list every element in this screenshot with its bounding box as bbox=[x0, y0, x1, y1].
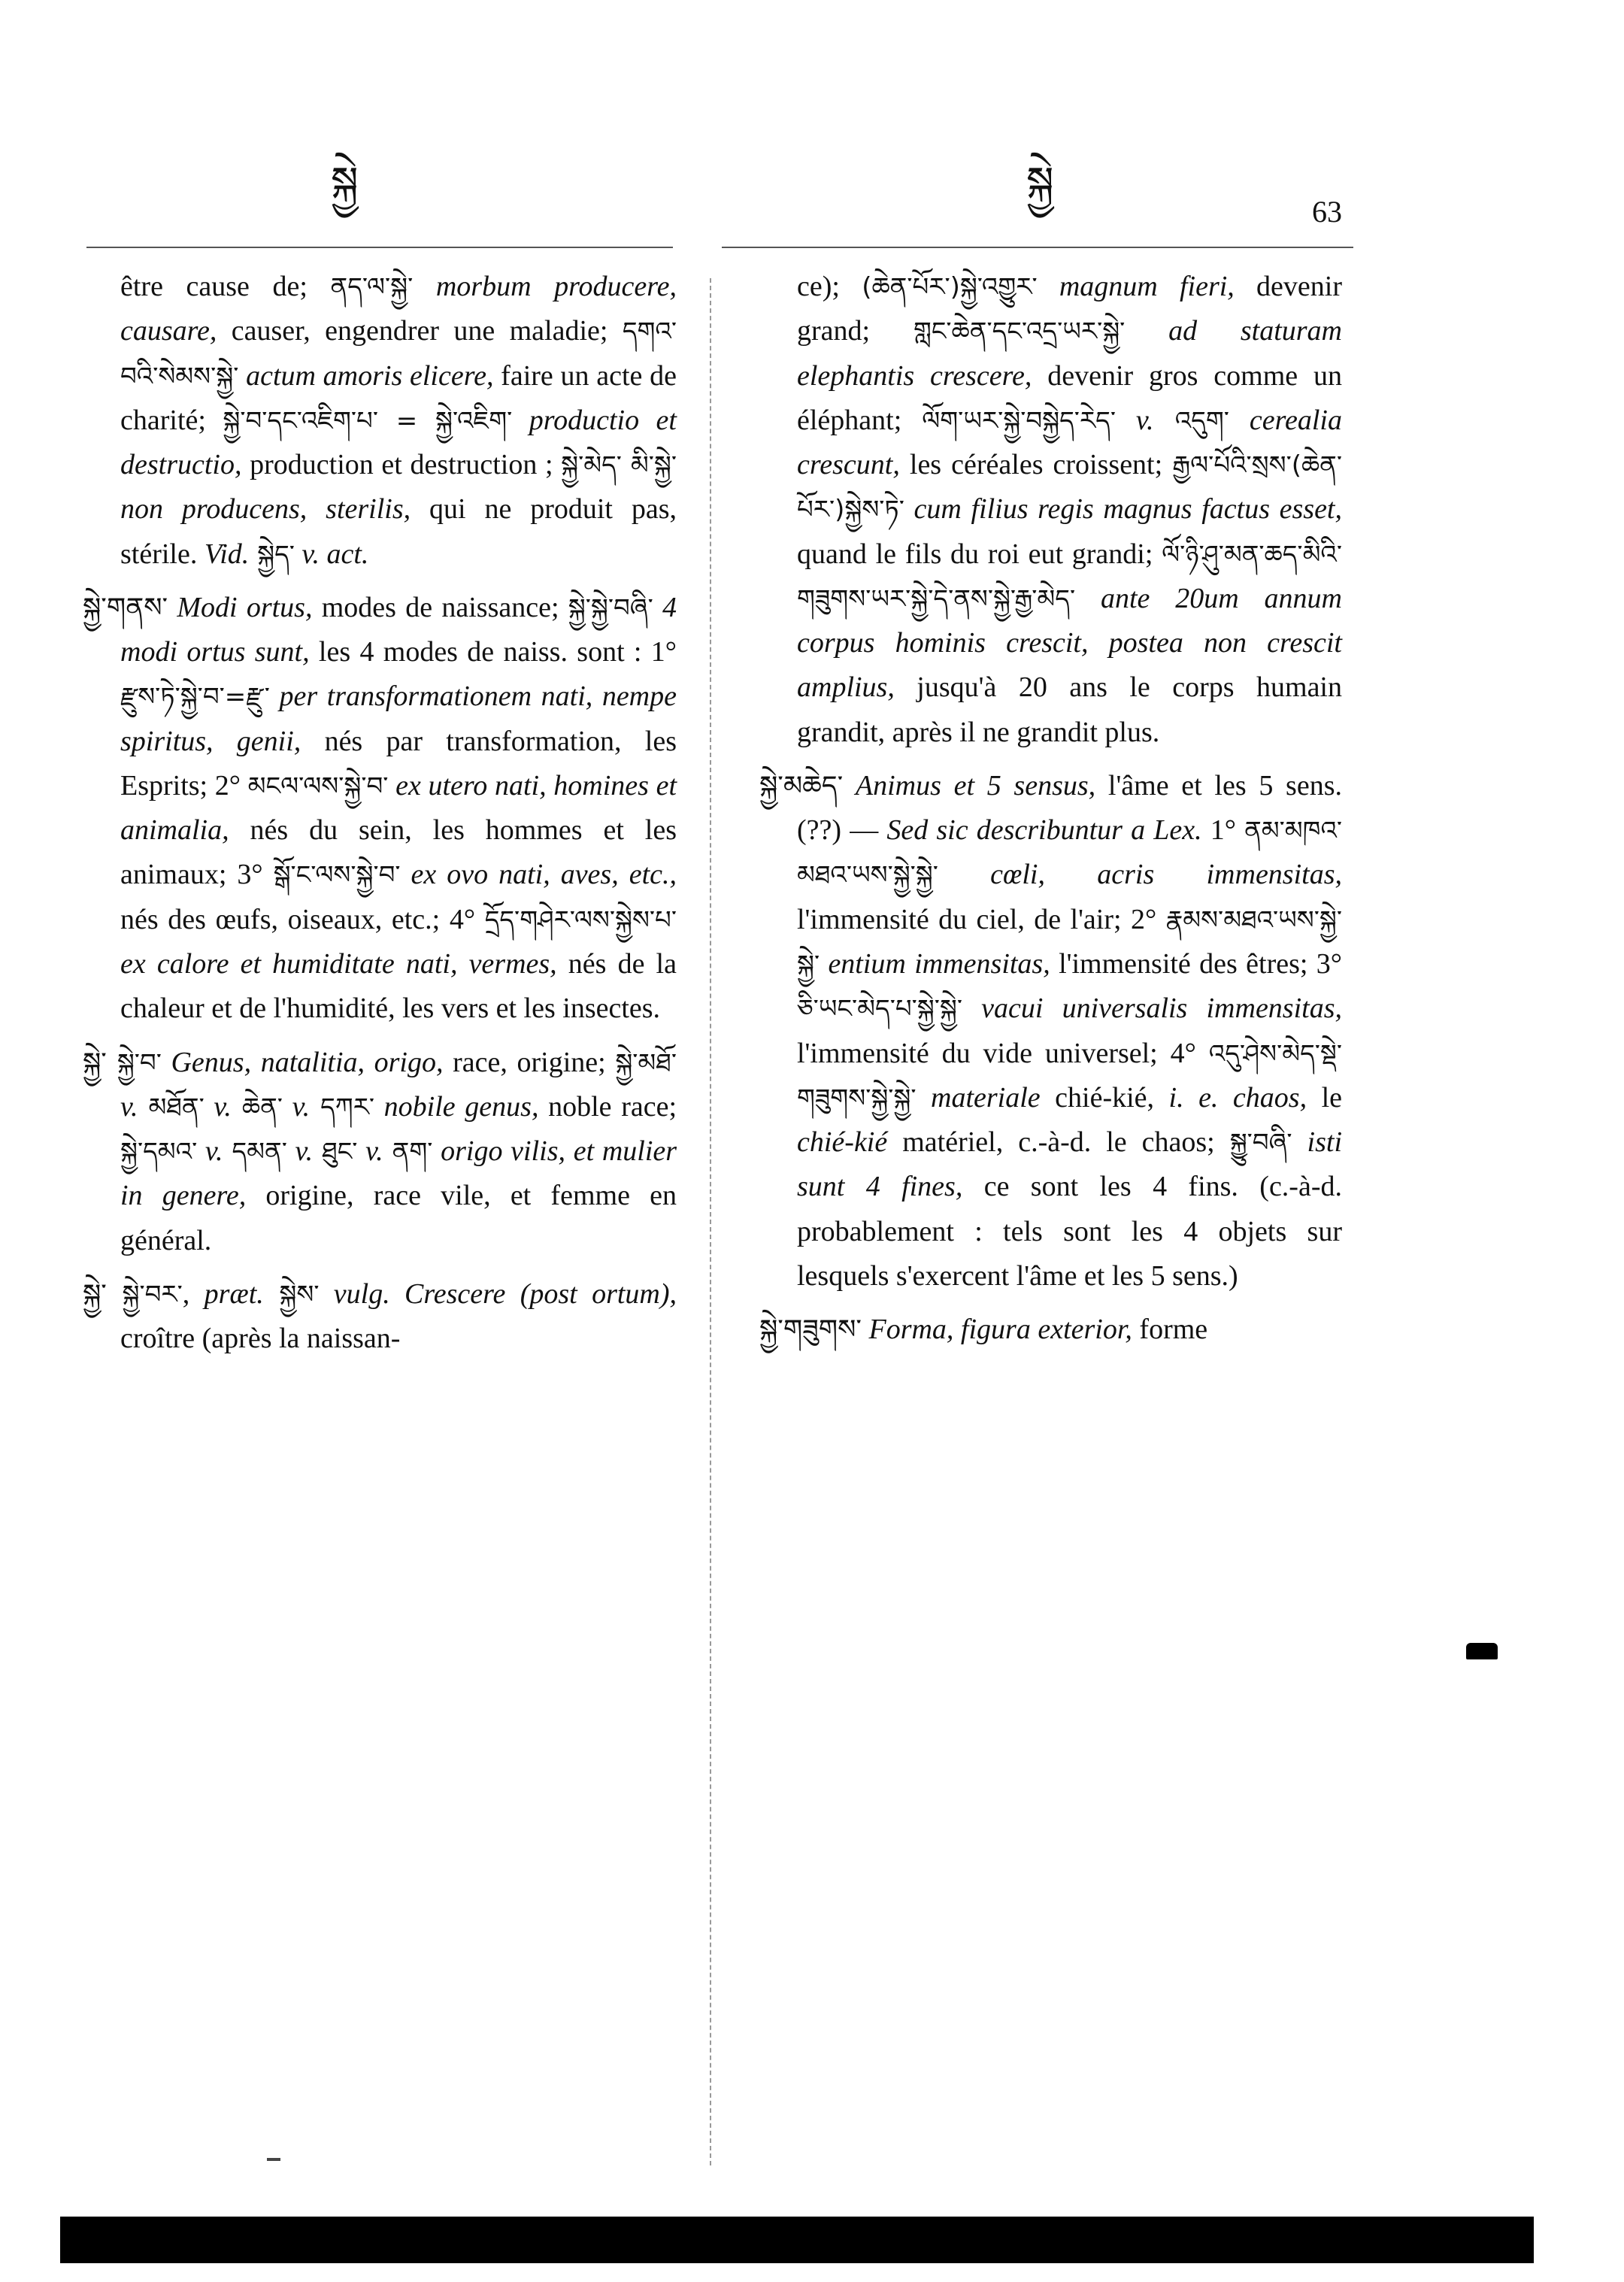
latin-gloss: nobile genus, bbox=[374, 1090, 539, 1123]
dictionary-entry bbox=[83, 586, 677, 1032]
tibetan-text: སྐྱུ་བཞི་ bbox=[1229, 1128, 1292, 1159]
french-gloss: nés de la chaleur et de l'humidité, les vers et les insectes. bbox=[120, 947, 677, 1025]
tibetan-text: སྐྱེ་མཐོ་ bbox=[615, 1047, 677, 1078]
tibetan-text: མངལ་ལས་སྐྱེ་བ་ bbox=[247, 771, 389, 802]
header-rule-left bbox=[86, 247, 673, 248]
latin-gloss: vulg. Crescere (post ortum), bbox=[319, 1277, 677, 1310]
tibetan-text: སྒོ་ང་ལས་སྐྱེ་བ་ bbox=[273, 860, 401, 891]
latin-gloss: non producens, sterilis, bbox=[120, 493, 411, 526]
latin-gloss: v. bbox=[204, 1090, 232, 1123]
latin-gloss: v. act. bbox=[294, 538, 369, 570]
dictionary-entry bbox=[759, 764, 1342, 1299]
header-rule-right bbox=[722, 247, 1353, 248]
french-gloss: être cause de; bbox=[120, 271, 331, 302]
french-gloss: ce sont les 4 fins. (c.-à-d. probablement : tels sont les 4 objets sur lesquels s'exercent l'âme et les 5 sens.) bbox=[797, 1171, 1342, 1292]
latin-gloss: per transformationem nati, nempe spiritus, genii, bbox=[120, 680, 677, 757]
tibetan-text: འདུ་ཤེས་མེད་སྡེ་གཟུགས་སྐྱེ་སྐྱེ་ bbox=[797, 1038, 1342, 1114]
french-gloss: forme bbox=[1132, 1314, 1208, 1346]
latin-gloss: Forma, figura exterior, bbox=[861, 1314, 1132, 1346]
tibetan-text: འདུག་ bbox=[1153, 405, 1229, 436]
latin-gloss: v. bbox=[1115, 404, 1154, 436]
right-column bbox=[759, 265, 1342, 1361]
tibetan-text: ནམ་མཁའ་མཐའ་ཡས་སྐྱེ་སྐྱེ་ bbox=[797, 816, 1343, 891]
latin-gloss: Vid. bbox=[204, 538, 250, 570]
tibetan-text: སྐྱེད་ bbox=[249, 539, 295, 570]
french-gloss: les 4 modes de naiss. sont : 1° bbox=[309, 636, 677, 668]
tibetan-text: རྣམས་མཐའ་ཡས་སྐྱེ་སྐྱེ་ bbox=[797, 905, 1342, 980]
tibetan-text: སྐྱེས་ bbox=[263, 1279, 320, 1310]
french-gloss: production et destruction ; bbox=[241, 449, 562, 481]
french-gloss: noble race; bbox=[538, 1090, 677, 1123]
latin-gloss: productio et destructio, bbox=[120, 404, 677, 481]
french-gloss: jusqu'à 20 ans le corps humain grandit, après il ne grandit plus. bbox=[797, 671, 1342, 748]
latin-gloss: origo vilis, et mulier in genere, bbox=[120, 1135, 677, 1212]
latin-gloss: ante 20um annum corpus hominis crescit, postea non crescit amplius, bbox=[797, 582, 1342, 704]
latin-gloss: v. bbox=[197, 1135, 223, 1168]
entry-headword: སྐྱེ་གཟུགས་ bbox=[759, 1314, 862, 1346]
tibetan-text: ནད་ལ་སྐྱེ་ bbox=[330, 272, 414, 302]
french-gloss: origine, race vile, et femme en général. bbox=[120, 1180, 677, 1256]
latin-gloss: magnum fieri, bbox=[1037, 271, 1235, 302]
latin-gloss: v. bbox=[357, 1135, 383, 1168]
tibetan-text: དཀར་ bbox=[310, 1092, 375, 1123]
latin-gloss: cœli, acris immensitas, bbox=[938, 859, 1342, 891]
latin-gloss: cerealia crescunt, bbox=[797, 404, 1342, 481]
tibetan-text: དམན་ bbox=[223, 1137, 287, 1168]
french-gloss: modes de naissance; bbox=[312, 591, 568, 623]
latin-gloss: Modi ortus, bbox=[168, 591, 313, 623]
french-gloss: nés des œufs, oiseaux, etc.; 4° bbox=[120, 903, 485, 935]
tibetan-text: སྐྱེ་བར་ bbox=[106, 1279, 183, 1310]
entry-headword: སྐྱེ་ bbox=[83, 1047, 107, 1078]
scan-edge-bar bbox=[60, 2217, 1534, 2263]
entry-headword: སྐྱེ་མཆེད་ bbox=[759, 770, 844, 802]
latin-gloss: præt. bbox=[204, 1277, 264, 1310]
french-gloss: matériel, c.-à-d. le chaos; bbox=[887, 1126, 1230, 1159]
french-gloss: l'âme et les 5 sens. (??) — bbox=[797, 769, 1342, 847]
header-right-headword: སྐྱེ bbox=[1026, 158, 1054, 205]
tibetan-text: དགའ་བའི་སེམས་སྐྱེ་ bbox=[120, 317, 677, 392]
tibetan-text: ནག་ bbox=[383, 1137, 433, 1168]
tibetan-text: གླང་ཆེན་དང་འདྲ་ཡར་སྐྱེ་ bbox=[913, 317, 1126, 347]
stray-mark bbox=[267, 2158, 280, 2161]
page-number: 63 bbox=[1312, 195, 1342, 229]
latin-gloss: Genus, natalitia, origo, bbox=[161, 1046, 444, 1078]
latin-gloss: actum amoris elicere, bbox=[238, 359, 494, 392]
french-gloss: devenir grand; bbox=[797, 271, 1342, 347]
latin-gloss: entium immensitas, bbox=[820, 947, 1050, 980]
entry-headword: སྐྱེ་གནས་ bbox=[83, 592, 168, 623]
tibetan-text: ལོ་ཉི་ཤུ་མན་ཆད་མིའི་གཟུགས་ཡར་སྐྱེ་དེ་ནས་སྐྱེ་རྒྱ་མེད་ bbox=[797, 539, 1342, 614]
french-gloss: l'immensité du ciel, de l'air; 2° bbox=[797, 903, 1166, 935]
tibetan-text: སྐྱེ་དམའ་ bbox=[120, 1137, 198, 1168]
tibetan-text: རྒྱལ་པོའི་སྲས་(ཆེན་པོར་)སྐྱེས་ཏེ་ bbox=[797, 450, 1342, 526]
column-divider bbox=[710, 278, 711, 2165]
latin-gloss: materiale bbox=[916, 1081, 1041, 1114]
french-gloss: , bbox=[182, 1277, 205, 1310]
latin-gloss: v. bbox=[286, 1135, 314, 1168]
french-gloss: nés du sein, les hommes et les animaux; 3° bbox=[120, 814, 677, 891]
tibetan-text: སྐྱེ་སྐྱེ་བཞི་ bbox=[568, 592, 653, 623]
tibetan-text: (ཆེན་པོར་)སྐྱེ་འགྱུར་ bbox=[862, 272, 1038, 302]
margin-mark bbox=[1466, 1643, 1498, 1659]
french-gloss: ce); bbox=[797, 271, 862, 302]
french-gloss: l'immensité du vide universel; 4° bbox=[797, 1037, 1209, 1069]
french-gloss: race, origine; bbox=[443, 1046, 616, 1078]
latin-gloss: vacui universalis immensitas, bbox=[962, 993, 1342, 1025]
tibetan-text: རྫུས་ཏེ་སྐྱེ་བ་=རྫུ་ bbox=[120, 682, 270, 713]
latin-gloss: i. e. chaos, bbox=[1168, 1081, 1307, 1114]
french-gloss: le bbox=[1307, 1081, 1342, 1114]
dictionary-entry bbox=[83, 1272, 677, 1362]
left-column bbox=[83, 265, 677, 1370]
french-gloss: croître (après la naissan- bbox=[120, 1323, 401, 1355]
dictionary-entry bbox=[83, 1041, 677, 1263]
latin-gloss: ex calore et humiditate nati, vermes, bbox=[120, 947, 557, 980]
latin-gloss: ex utero nati, homines et animalia, bbox=[120, 769, 677, 847]
latin-gloss: ex ovo nati, aves, etc., bbox=[400, 859, 677, 891]
dictionary-entry bbox=[759, 265, 1342, 755]
tibetan-text: དྲོད་གཤེར་ལས་སྐྱེས་པ་ bbox=[484, 905, 677, 935]
latin-gloss: morbum producere, causare, bbox=[120, 271, 677, 347]
french-gloss: chié-kié, bbox=[1040, 1081, 1169, 1114]
latin-gloss: 4 modi ortus sunt, bbox=[120, 591, 677, 668]
latin-gloss: isti sunt 4 fines, bbox=[797, 1126, 1342, 1203]
french-gloss: quand le fils du roi eut grandi; bbox=[797, 538, 1162, 570]
tibetan-text: མཐོན་ bbox=[138, 1092, 205, 1123]
entry-headword: སྐྱེ་ bbox=[83, 1278, 107, 1310]
latin-gloss: ad staturam elephantis crescere, bbox=[797, 315, 1342, 392]
dictionary-entry bbox=[759, 1308, 1342, 1352]
tibetan-text: ཐུང་ bbox=[313, 1137, 358, 1168]
tibetan-text: ལོག་ཡར་སྐྱེ་བསྐྱེད་རེད་ bbox=[922, 405, 1116, 436]
french-gloss: 1° bbox=[1201, 814, 1245, 847]
tibetan-text: སྐྱེ་བ་ bbox=[106, 1047, 162, 1078]
french-gloss: qui ne produit pas, stérile. bbox=[120, 493, 677, 570]
latin-gloss: v. bbox=[282, 1090, 311, 1123]
french-gloss: nés par transformation, les Esprits; 2° bbox=[120, 725, 677, 802]
tibetan-text: སྐྱེ་བ་དང་འཇིག་པ་ = སྐྱེ་འཇིག་ bbox=[223, 405, 513, 436]
latin-gloss: Animus et 5 sensus, bbox=[843, 769, 1096, 802]
dictionary-entry bbox=[83, 265, 677, 577]
tibetan-text: སྐྱེ་མེད་ མི་སྐྱེ་ bbox=[561, 450, 677, 481]
tibetan-text: ཆེན་ bbox=[231, 1092, 283, 1123]
french-gloss: les céréales croissent; bbox=[899, 449, 1173, 481]
french-gloss: l'immensité des êtres; 3° bbox=[1050, 947, 1342, 980]
latin-gloss: chié-kié bbox=[797, 1126, 888, 1159]
latin-gloss: Sed sic describuntur a Lex. bbox=[886, 814, 1202, 847]
french-gloss: faire un acte de charité; bbox=[120, 359, 677, 436]
latin-gloss: v. bbox=[120, 1090, 138, 1123]
french-gloss: causer, engendrer une maladie; bbox=[217, 315, 623, 347]
tibetan-text: ཅི་ཡང་མེད་པ་སྐྱེ་སྐྱེ་ bbox=[797, 994, 962, 1025]
latin-gloss: cum filius regis magnus factus esset, bbox=[904, 493, 1342, 526]
french-gloss: devenir gros comme un éléphant; bbox=[797, 359, 1342, 436]
header-left-headword: སྐྱེ bbox=[331, 158, 359, 205]
